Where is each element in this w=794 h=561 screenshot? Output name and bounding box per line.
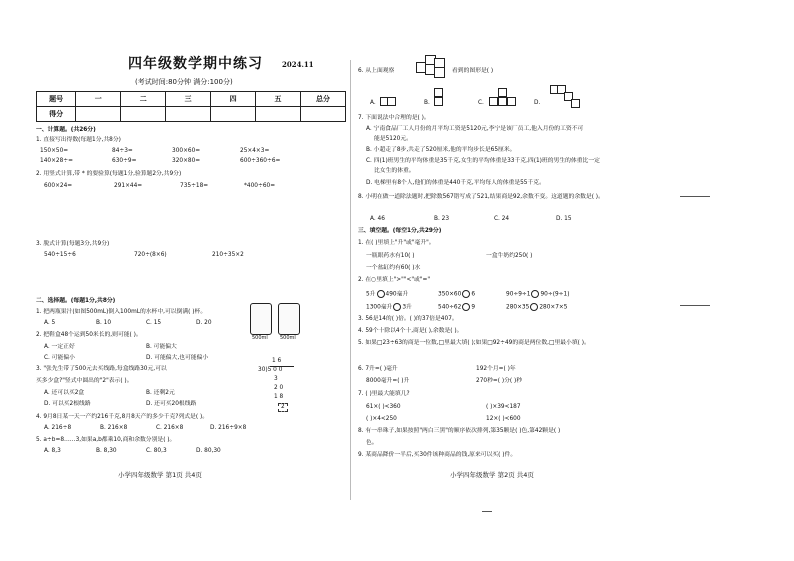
fill-q1-item[interactable]: 一瓶眼药水有10( ) bbox=[366, 253, 415, 259]
score-cell: 四 bbox=[211, 92, 256, 107]
compare-circle[interactable] bbox=[462, 303, 470, 311]
q7-option-b[interactable]: B. 小超走了8步,共走了520厘米,他的平均步长是65厘米。 bbox=[366, 147, 516, 153]
fill-q8-cont: 色。 bbox=[366, 440, 378, 446]
compare-row: 280×35 280×7×5 bbox=[506, 304, 568, 311]
fill-q8[interactable]: 8. 有一串珠子,如果按照"两白三黑"的顺序依次排列,第35颗是( )色,第42颗是( ) bbox=[358, 428, 561, 434]
shape-square-icon bbox=[498, 97, 507, 106]
q1-item: 140×28÷= bbox=[40, 158, 74, 164]
score-cell: 二 bbox=[121, 92, 166, 107]
score-input-cell[interactable] bbox=[256, 107, 301, 122]
carton-label: 500ml bbox=[252, 335, 268, 341]
q2-item: 291×44= bbox=[114, 183, 143, 189]
fill-q7-item[interactable]: 61×( )<360 bbox=[366, 404, 401, 410]
page-footer: 小学四年级数学 第2页 共4页 bbox=[450, 471, 534, 479]
choice-q1: 1. 把两瓶果汁(如图500mL)倒入100mL的水杯中,可以倒满( )杯。 bbox=[36, 309, 207, 315]
q7-option-c[interactable]: C. 四(1)班男生的平均体重是35千克,女生的平均体重是33千克,四(1)班的男生的体重比一定 bbox=[366, 158, 600, 164]
division-bar bbox=[270, 366, 294, 367]
choice-option[interactable]: A. 8,3 bbox=[44, 448, 61, 454]
q7-option-a[interactable]: A. 宁南食品厂工人月份的月平均工资是5120元,李宁是该厂员工,他入月份的工资不可 bbox=[366, 126, 584, 132]
q3-item: 210÷35×2 bbox=[212, 252, 244, 258]
compare-circle[interactable] bbox=[393, 303, 401, 311]
choice-option[interactable]: B. 216×8 bbox=[100, 425, 128, 431]
division-step: 2 0 bbox=[274, 385, 284, 391]
milk-carton-icon bbox=[250, 303, 272, 335]
q1-item: 630÷9= bbox=[112, 158, 137, 164]
shape-square-icon bbox=[434, 88, 443, 97]
shape-square-icon bbox=[507, 97, 516, 106]
division-expression: 30)5 0 0 bbox=[258, 367, 283, 373]
q7-option-c-cont: 比女生的体重。 bbox=[374, 168, 415, 174]
score-cell: 题号 bbox=[37, 92, 76, 107]
fill-q2: 2. 在○里填上">""<"或"=" bbox=[358, 277, 430, 283]
q2-item: 600×24= bbox=[44, 183, 73, 189]
choice-q3-line1: 3. "张先生带了500元去买线路,每盒线路30元,可以 bbox=[36, 366, 167, 372]
choice-option[interactable]: B. 8,30 bbox=[96, 448, 117, 454]
choice-option[interactable]: C. 216×8 bbox=[156, 425, 184, 431]
compare-circle[interactable] bbox=[377, 290, 385, 298]
fill-q6[interactable]: 270秒=( )分( )秒 bbox=[476, 378, 523, 384]
choice-option[interactable]: D. 还可买20根线路 bbox=[146, 401, 197, 407]
q8-option[interactable]: C. 24 bbox=[494, 216, 510, 222]
margin-dash bbox=[680, 196, 710, 197]
fill-q6[interactable]: 6. 7升=( )毫升 bbox=[358, 366, 398, 372]
page-divider bbox=[350, 60, 351, 500]
q1-item: 84÷3= bbox=[112, 148, 133, 154]
fill-q4[interactable]: 4. 59个十除以4个十,商是( ),余数是( )。 bbox=[358, 328, 463, 334]
q2-item: *400÷60= bbox=[244, 183, 276, 189]
choice-q3-line2: 买多少盒?"竖式中圆出的"2"表示( )。 bbox=[36, 378, 133, 384]
choice-option[interactable]: D. 20 bbox=[196, 320, 212, 326]
fill-q7-item[interactable]: 12×( )<600 bbox=[486, 416, 521, 422]
choice-option[interactable]: D. 可以买2根线路 bbox=[44, 401, 91, 407]
shape-square-icon bbox=[489, 97, 498, 106]
shape-square-icon bbox=[434, 97, 443, 106]
choice-option[interactable]: D. 可能偏大,也可能偏小 bbox=[146, 355, 209, 361]
section2-heading: 二、选择题。(每题1分,共8分) bbox=[36, 298, 116, 304]
q7-heading: 7. 下面说法中合理的是( )。 bbox=[358, 115, 430, 121]
choice-option[interactable]: C. 80,3 bbox=[146, 448, 167, 454]
choice-option[interactable]: A. 一定正好 bbox=[44, 344, 75, 350]
fill-q3[interactable]: 3. 56是14的( )倍。( )的37倍是407。 bbox=[358, 316, 458, 322]
q1-item: 300×60= bbox=[172, 148, 201, 154]
q3-item: 540÷15÷6 bbox=[44, 252, 76, 258]
score-label-cell: 得分 bbox=[37, 107, 76, 122]
q7-option-a-cont: 能是5120元。 bbox=[374, 136, 412, 142]
choice-option[interactable]: C. 可能偏小 bbox=[44, 355, 75, 361]
fill-q1-item[interactable]: 一盒牛奶约250( ) bbox=[486, 253, 533, 259]
shape-square-icon bbox=[498, 88, 507, 97]
q8-option[interactable]: A. 46 bbox=[370, 216, 385, 222]
q1-item: 25×4×3= bbox=[240, 148, 270, 154]
compare-row: 5升 490毫升 bbox=[366, 291, 409, 298]
score-input-cell[interactable] bbox=[211, 107, 256, 122]
q2-heading: 2. 用竖式计算,带 * 的要验算(每题1分,验算题2分,共9分) bbox=[36, 171, 182, 177]
q8-option[interactable]: B. 23 bbox=[434, 216, 450, 222]
choice-q5: 5. a÷b=8……3,如果a,b都乘10,商和余数分别是( )。 bbox=[36, 437, 176, 443]
q6-option-a[interactable]: A. bbox=[370, 100, 376, 106]
q7-option-d[interactable]: D. 电梯里有8个人,他们的体重是440千克,平均每人的体重是55千克。 bbox=[366, 180, 545, 186]
score-input-cell[interactable] bbox=[301, 107, 346, 122]
score-table bbox=[36, 91, 346, 122]
compare-circle[interactable] bbox=[530, 303, 538, 311]
score-table-score-row bbox=[37, 107, 346, 122]
left-page bbox=[30, 0, 346, 561]
compare-row: 90÷9÷1 90÷(9÷1) bbox=[506, 291, 570, 298]
q1-item: 600÷360÷6= bbox=[240, 158, 281, 164]
score-input-cell[interactable] bbox=[166, 107, 211, 122]
fill-q6[interactable]: 8000毫升=( )升 bbox=[366, 378, 410, 384]
fill-q6[interactable]: 192个月=( )年 bbox=[476, 366, 516, 372]
division-quotient: 1 6 bbox=[272, 358, 282, 364]
fill-q9[interactable]: 9. 某商品降价一半后,买30件该种商品的钱,原来可以买( )件。 bbox=[358, 452, 517, 458]
choice-option[interactable]: A. 还可以买2盒 bbox=[44, 390, 85, 396]
q2-item: 735÷18= bbox=[180, 183, 209, 189]
score-cell: 一 bbox=[76, 92, 121, 107]
q1-item: 150×50= bbox=[40, 148, 69, 154]
choice-option[interactable]: B. 可能偏大 bbox=[146, 344, 177, 350]
compare-row: 350×60 6 bbox=[438, 291, 476, 298]
q6-tail: 看到的图形是( ) bbox=[452, 68, 494, 74]
compare-circle[interactable] bbox=[531, 290, 539, 298]
choice-option[interactable]: B. 10 bbox=[96, 320, 112, 326]
q1-item: 320×80= bbox=[172, 158, 201, 164]
cube-icon bbox=[434, 67, 445, 78]
q6-option-d[interactable]: D. bbox=[534, 100, 541, 106]
division-step: 3 bbox=[274, 376, 278, 382]
fill-q7-item[interactable]: ( )×39<187 bbox=[486, 404, 521, 410]
fill-q5[interactable]: 5. 如果□23÷63的商是一位数,□里最大填( );如果□92÷49的商是两位数,□里最小填( )。 bbox=[358, 340, 590, 346]
section1-heading: 一、计算题。(共26分) bbox=[36, 127, 96, 133]
shape-square-icon bbox=[387, 97, 396, 106]
score-cell: 五 bbox=[256, 92, 301, 107]
section3-heading: 三、填空题。(每空1分,共29分) bbox=[358, 228, 442, 234]
exam-subtitle: (考试时间:80分钟 满分:100分) bbox=[135, 78, 233, 86]
fill-q1-item[interactable]: 一个盆缸约有60( )水 bbox=[366, 265, 421, 271]
compare-circle[interactable] bbox=[462, 290, 470, 298]
carton-label: 500ml bbox=[280, 335, 296, 341]
compare-row: 1300毫升 3升 bbox=[366, 304, 412, 311]
q6-label: 6. 从上面观察 bbox=[358, 68, 395, 74]
choice-option[interactable]: A. 5 bbox=[44, 320, 56, 326]
exam-year: 2024.11 bbox=[282, 60, 314, 69]
margin-dash bbox=[680, 305, 710, 306]
fill-q7: 7. ( )里最大能填几? bbox=[358, 391, 410, 397]
choice-q4: 4. 9月8日某一天一产约216千克,8月8天产的多少千克?列式是( )。 bbox=[36, 414, 209, 420]
choice-option[interactable]: C. 15 bbox=[146, 320, 162, 326]
compare-row: 540÷62 9 bbox=[438, 304, 476, 311]
q6-option-b[interactable]: B. bbox=[424, 100, 430, 106]
q8-option[interactable]: D. 15 bbox=[556, 216, 572, 222]
q6-option-c[interactable]: C. bbox=[478, 100, 484, 106]
page-footer: 小学四年级数学 第1页 共4页 bbox=[118, 471, 202, 479]
choice-option[interactable]: B. 还剩2元 bbox=[146, 390, 175, 396]
score-input-cell[interactable] bbox=[76, 107, 121, 122]
shape-square-icon bbox=[571, 99, 580, 108]
fill-q7-item[interactable]: ( )×4<250 bbox=[366, 416, 397, 422]
score-input-cell[interactable] bbox=[121, 107, 166, 122]
score-cell: 三 bbox=[166, 92, 211, 107]
division-remainder: 2 bbox=[278, 403, 288, 412]
choice-option[interactable]: D. 216÷9×8 bbox=[210, 425, 247, 431]
choice-option[interactable]: A. 216÷8 bbox=[44, 425, 72, 431]
q1-heading: 1. 直接写出得数(每题1分,共8分) bbox=[36, 137, 121, 143]
q8-heading: 8. 小明在做一道除法题时,把除数567错写成了521,结果商是92,余数不变。这道题的余数是( )。 bbox=[358, 194, 604, 200]
page-title: 四年级数学期中练习 bbox=[128, 56, 263, 72]
division-step: 1 8 bbox=[274, 394, 284, 400]
q3-item: 720÷(8×6) bbox=[134, 252, 167, 258]
fill-q1: 1. 在( )里填上"升"或"毫升"。 bbox=[358, 240, 435, 246]
choice-q2: 2. 把鞋盒48个运到50米长的,则可能( )。 bbox=[36, 332, 142, 338]
margin-dash bbox=[482, 511, 492, 512]
choice-option[interactable]: D. 80,30 bbox=[196, 448, 221, 454]
right-page bbox=[356, 0, 674, 561]
milk-carton-icon bbox=[278, 303, 300, 335]
q3-heading: 3. 脱式计算(每题3分,共9分) bbox=[36, 241, 110, 247]
score-table-header-row bbox=[37, 92, 346, 107]
score-cell: 总分 bbox=[301, 92, 346, 107]
